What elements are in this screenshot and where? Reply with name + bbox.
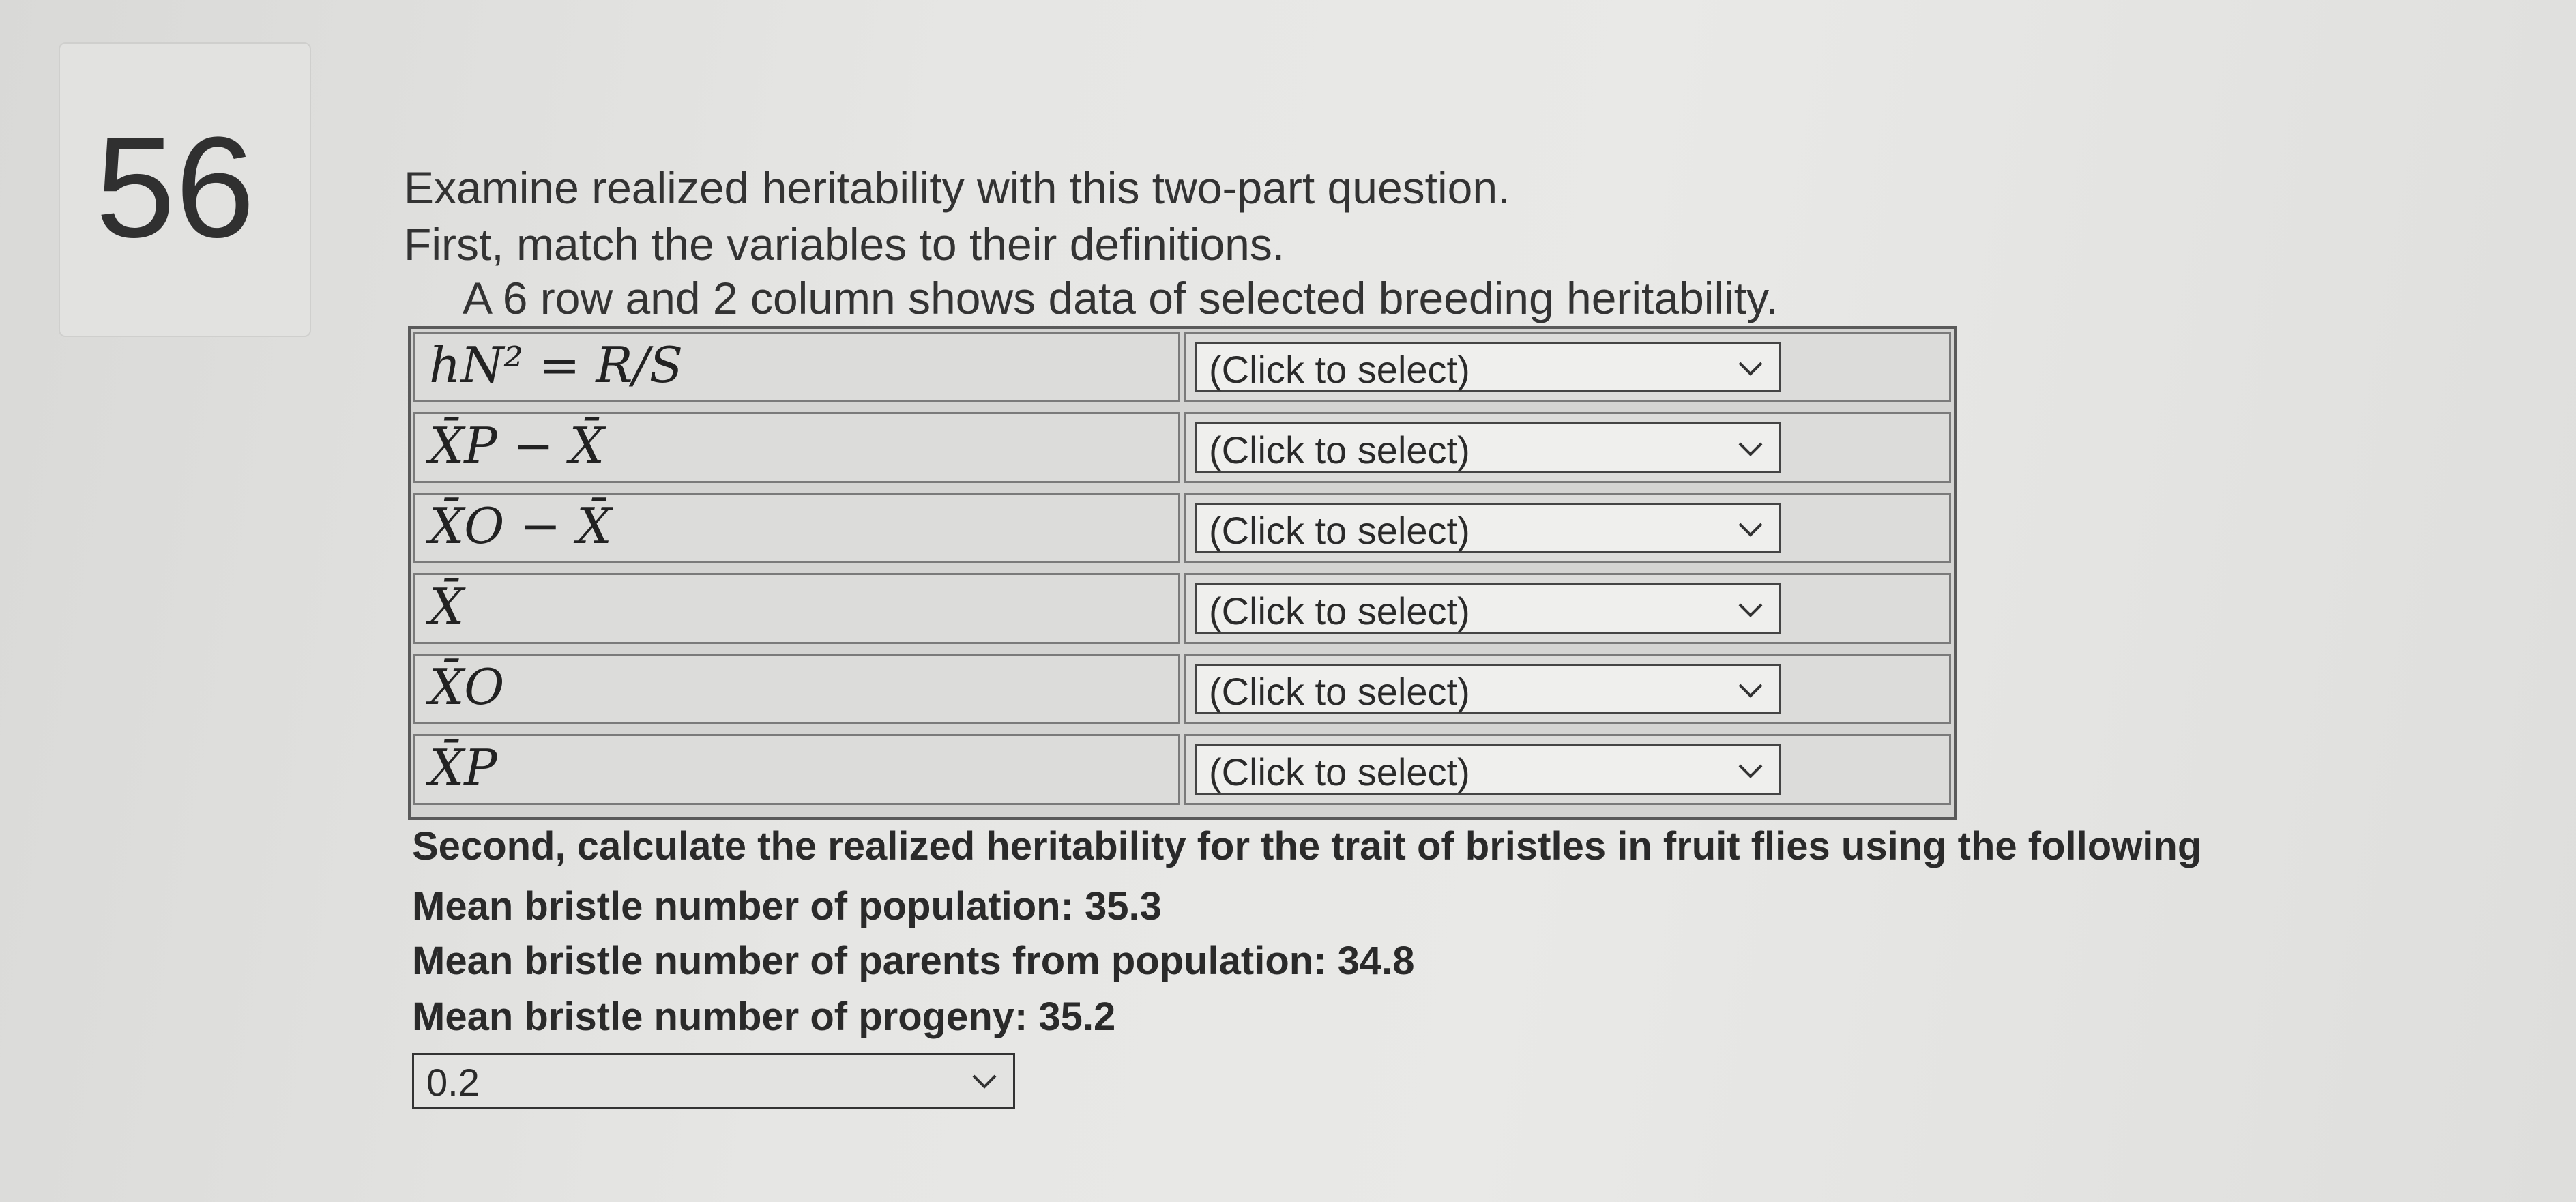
prompt-line-2: First, match the variables to their definitions. — [404, 219, 1285, 269]
variable-label: X̄O − X̄ — [429, 497, 612, 555]
selection-cell — [1184, 654, 1951, 724]
variable-cell — [413, 493, 1180, 563]
variable-cell — [413, 332, 1180, 402]
population-mean: Mean bristle number of population: 35.3 — [412, 884, 1162, 928]
question-number: 56 — [96, 107, 255, 267]
definition-select[interactable] — [1195, 422, 1781, 473]
table-row — [411, 329, 1954, 405]
select-value: (Click to select) — [1209, 750, 1470, 793]
table-row — [411, 490, 1954, 566]
select-value: (Click to select) — [1209, 589, 1470, 632]
variable-label: hN² = R/S — [429, 336, 684, 394]
variable-cell — [413, 734, 1180, 805]
chevron-down-icon — [1737, 759, 1764, 783]
table-row — [411, 731, 1954, 808]
select-value: (Click to select) — [1209, 428, 1470, 471]
chevron-down-icon — [1737, 678, 1764, 703]
chevron-down-icon — [971, 1069, 998, 1094]
table-row — [411, 570, 1954, 647]
select-value: (Click to select) — [1209, 348, 1470, 391]
matching-table — [408, 326, 1957, 820]
table-row — [411, 651, 1954, 727]
progeny-mean: Mean bristle number of progeny: 35.2 — [412, 995, 1116, 1039]
table-caption: A 6 row and 2 column shows data of selected breeding heritability. — [463, 273, 1779, 323]
table-row — [411, 409, 1954, 486]
select-value: (Click to select) — [1209, 509, 1470, 552]
chevron-down-icon — [1737, 598, 1764, 622]
part-two-instruction: Second, calculate the realized heritability for the trait of bristles in fruit flies using the following — [412, 824, 2202, 868]
definition-select[interactable] — [1195, 342, 1781, 392]
variable-cell — [413, 573, 1180, 644]
variable-label: X̄ — [429, 578, 465, 635]
prompt-line-1: Examine realized heritability with this two-part question. — [404, 162, 1510, 213]
variable-label: X̄P − X̄ — [429, 417, 605, 474]
chevron-down-icon — [1737, 356, 1764, 381]
definition-select[interactable] — [1195, 583, 1781, 634]
chevron-down-icon — [1737, 437, 1764, 461]
chevron-down-icon — [1737, 517, 1764, 542]
parents-mean: Mean bristle number of parents from population: 34.8 — [412, 939, 1415, 983]
variable-cell — [413, 654, 1180, 724]
definition-select[interactable] — [1195, 744, 1781, 795]
selection-cell — [1184, 734, 1951, 805]
selection-cell — [1184, 493, 1951, 563]
variable-label: X̄P — [429, 739, 497, 796]
definition-select[interactable] — [1195, 503, 1781, 553]
selection-cell — [1184, 573, 1951, 644]
selection-cell — [1184, 332, 1951, 402]
variable-cell — [413, 412, 1180, 483]
definition-select[interactable] — [1195, 664, 1781, 714]
answer-value: 0.2 — [426, 1061, 480, 1104]
answer-select[interactable] — [412, 1053, 1015, 1109]
variable-label: X̄O — [429, 658, 505, 716]
selection-cell — [1184, 412, 1951, 483]
select-value: (Click to select) — [1209, 670, 1470, 713]
